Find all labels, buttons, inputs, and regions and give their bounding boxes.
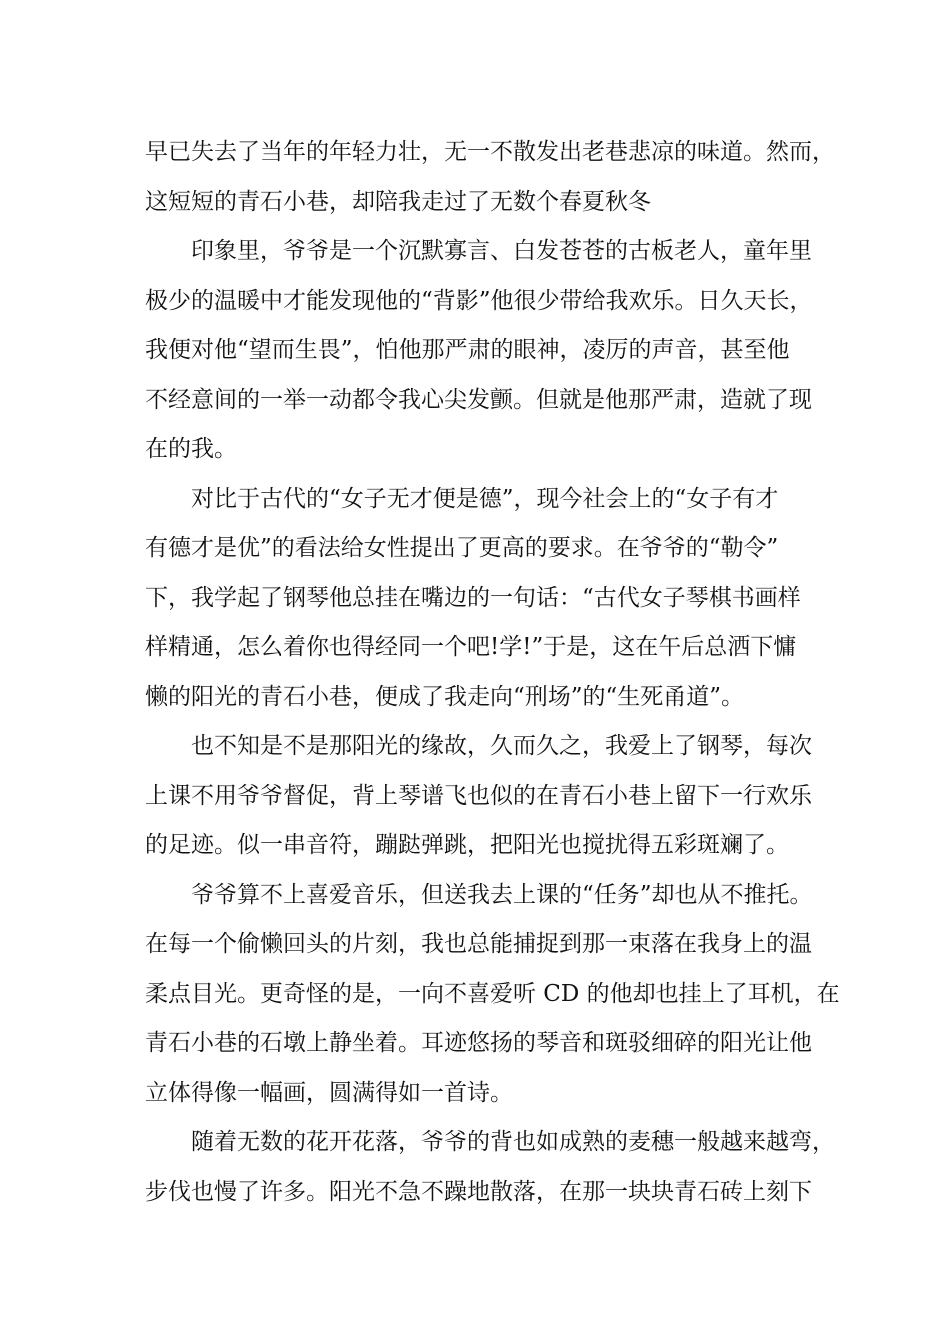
text-line: 的足迹。似一串音符，蹦跶弹跳，把阳光也搅扰得五彩斑斓了。 — [145, 832, 789, 858]
text-line: 懒的阳光的青石小巷，便成了我走向“刑场”的“生死甬道”。 — [145, 683, 745, 710]
text-line: 我便对他“望而生畏”，怕他那严肃的眼神，凌厉的声音，甚至他 — [145, 337, 790, 363]
paragraph-start-line: 随着无数的花开花落，爷爷的背也如成熟的麦穗一般越来越弯， — [191, 1129, 835, 1155]
text-line: 柔点目光。更奇怪的是，一向不喜爱听 CD 的他却也挂上了耳机，在 — [145, 980, 840, 1007]
text-line: 在的我。 — [145, 436, 237, 462]
text-line: 这短短的青石小巷，却陪我走过了无数个春夏秋冬 — [145, 188, 651, 215]
text-line: 极少的温暖中才能发现他的“背影”他很少带给我欢乐。日久天长， — [145, 287, 813, 314]
paragraph-start-line: 印象里，爷爷是一个沉默寡言、白发苍苍的古板老人，童年里 — [191, 238, 812, 264]
text-line: 有德才是优”的看法给女性提出了更高的要求。在爷爷的“勒令” — [145, 535, 779, 561]
essay-body — [145, 128, 840, 1217]
paragraph-start-line: 对比于古代的“女子无才便是德”，现今社会上的“女子有才 — [191, 485, 779, 512]
text-line: 下，我学起了钢琴他总挂在嘴边的一句话：“古代女子琴棋书画样 — [145, 584, 801, 611]
text-line: 立体得像一幅画，圆满得如一首诗。 — [145, 1079, 513, 1106]
text-line: 上课不用爷爷督促，背上琴谱飞也似的在青石小巷上留下一行欢乐 — [145, 782, 812, 809]
text-line: 样精通，怎么着你也得经同一个吧!学!”于是，这在午后总洒下慵 — [145, 634, 797, 660]
text-line: 青石小巷的石墩上静坐着。耳迹悠扬的琴音和斑驳细碎的阳光让他 — [145, 1030, 812, 1056]
text-line: 在每一个偷懒回头的片刻，我也总能捕捉到那一束落在我身上的温 — [145, 931, 812, 957]
paragraph-start-line: 也不知是不是那阳光的缘故，久而久之，我爱上了钢琴，每次 — [191, 733, 812, 759]
text-line: 不经意间的一举一动都令我心尖发颤。但就是他那严肃，造就了现 — [145, 386, 812, 413]
text-line: 步伐也慢了许多。阳光不急不躁地散落，在那一块块青石砖上刻下 — [145, 1178, 812, 1205]
paragraph-start-line: 爷爷算不上喜爱音乐，但送我去上课的“任务”却也从不推托。 — [191, 881, 813, 908]
text-line: 早已失去了当年的年轻力壮，无一不散发出老巷悲凉的味道。然而， — [145, 139, 835, 165]
